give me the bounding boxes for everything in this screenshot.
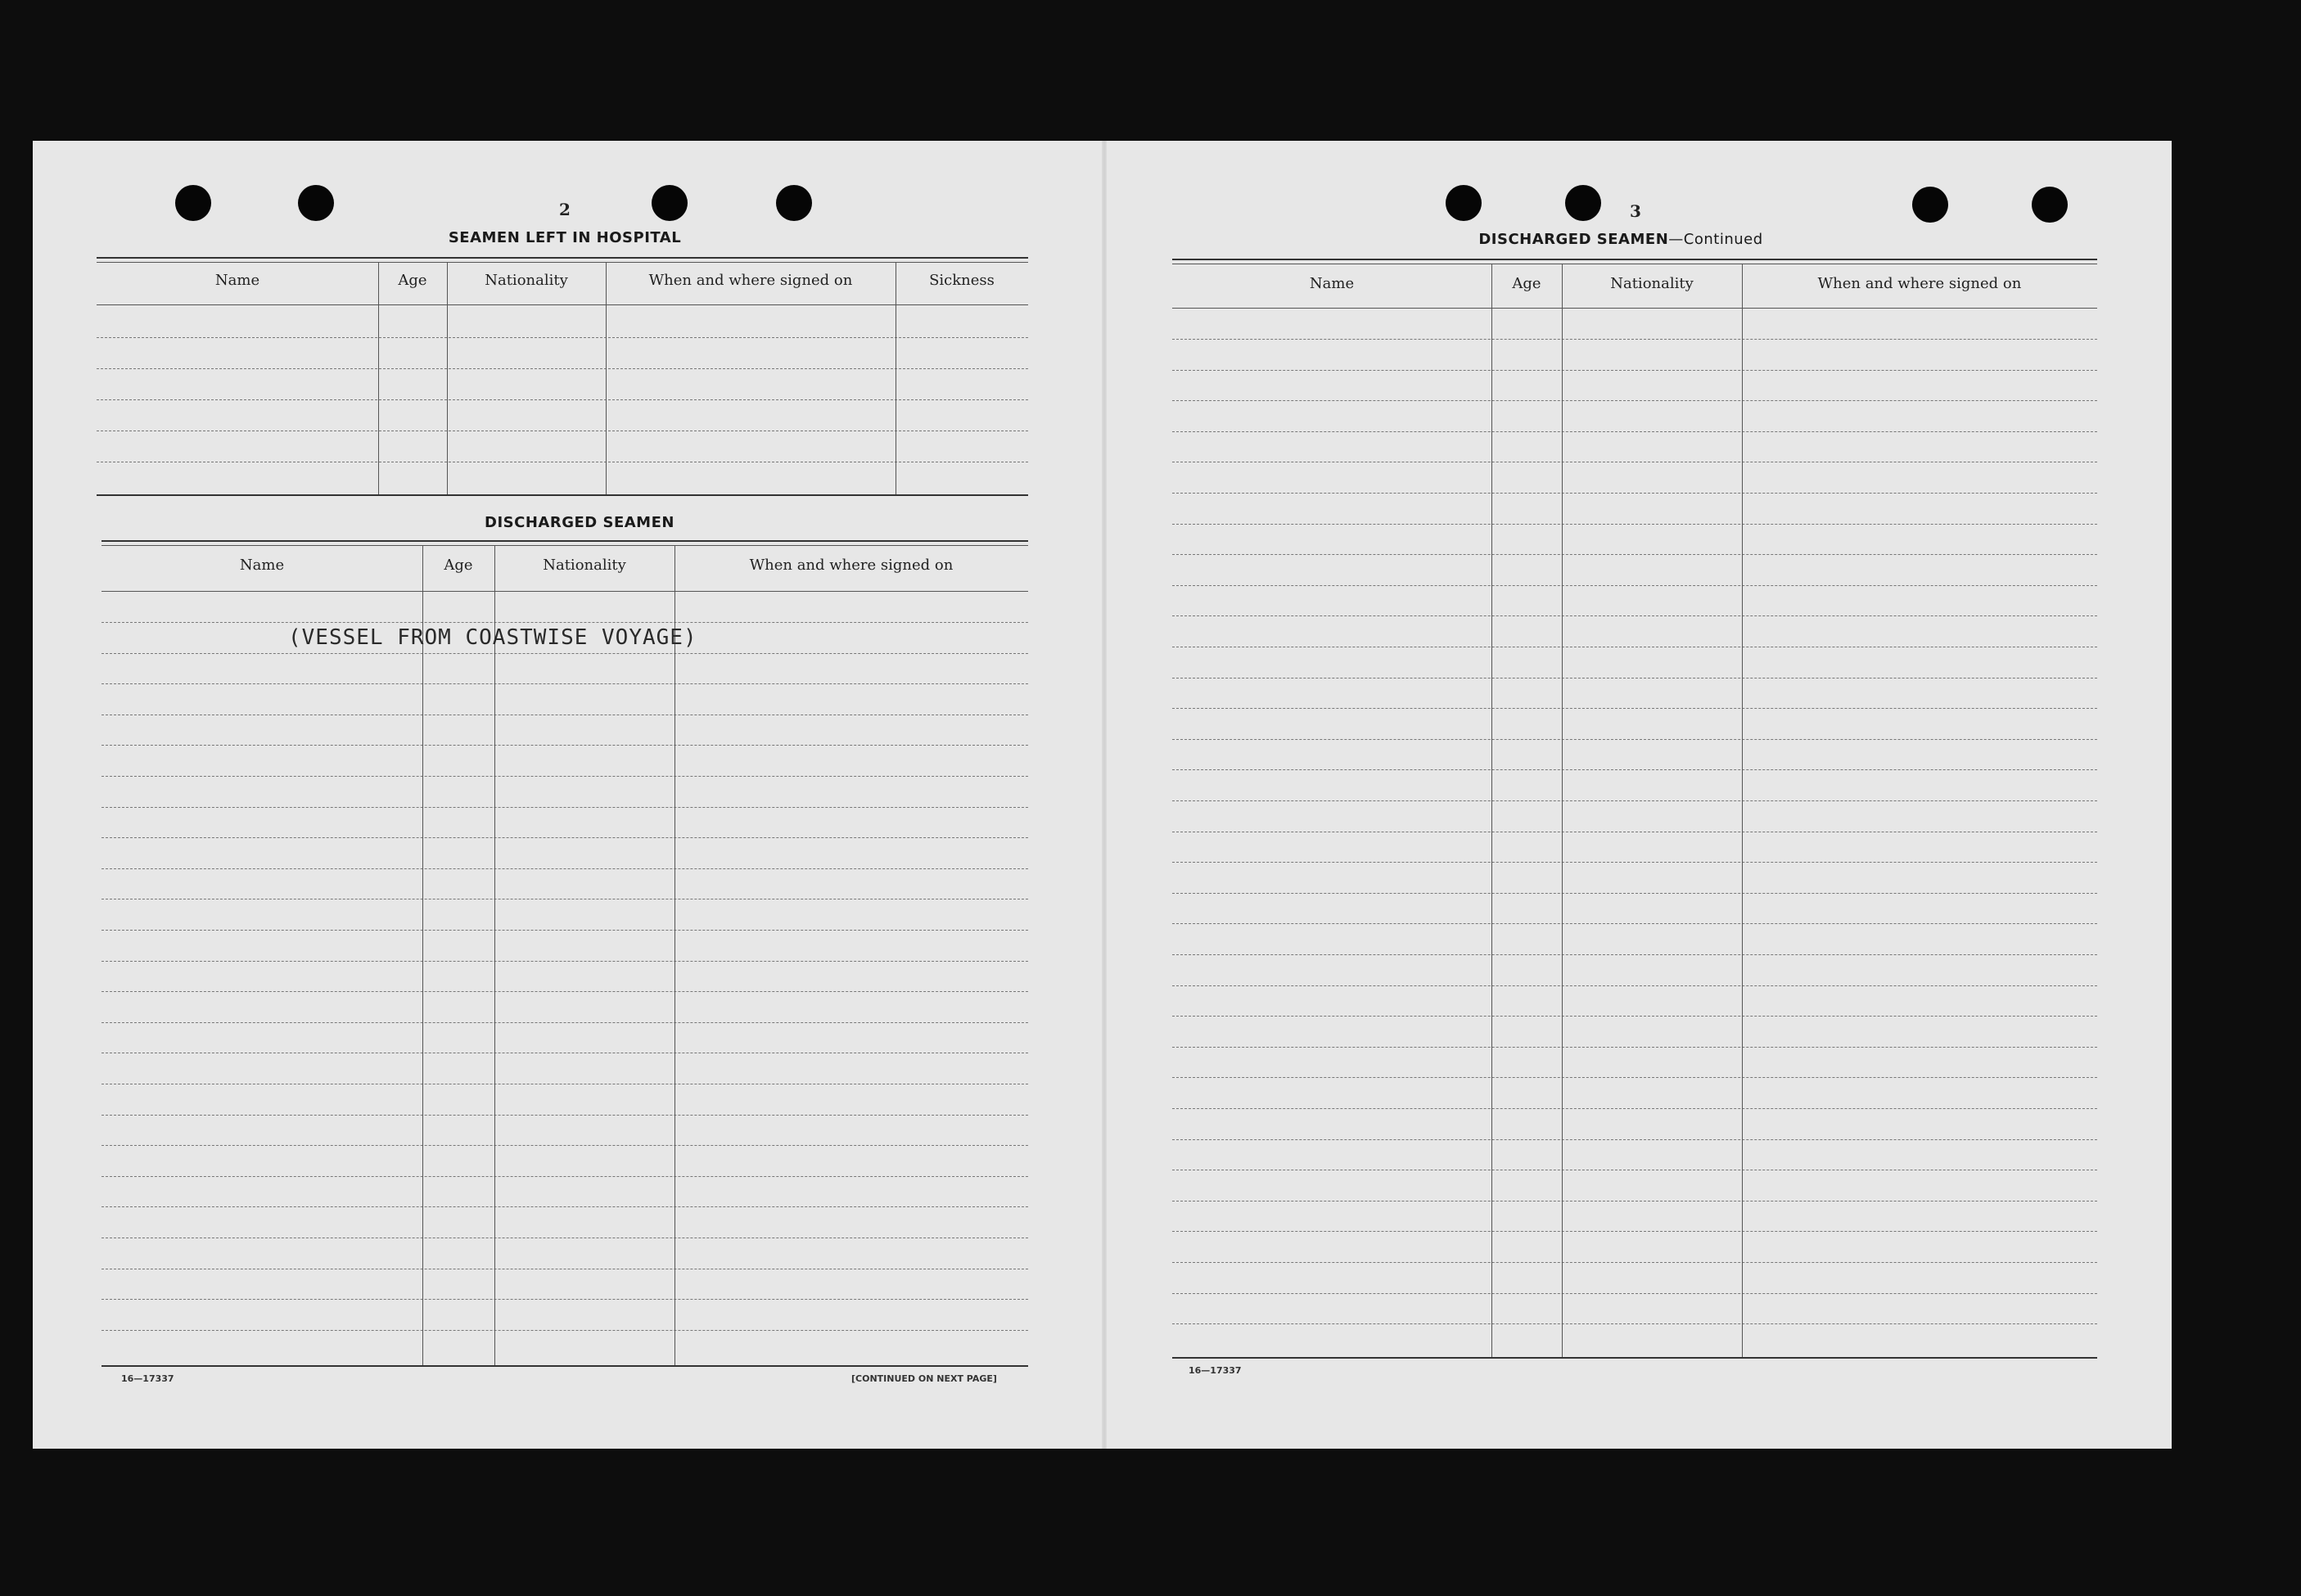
ruled-row-line (1172, 554, 2097, 555)
ruled-row-line (1172, 893, 2097, 894)
ruled-row-line (1172, 1016, 2097, 1017)
form-number-left: 16—17337 (121, 1373, 174, 1384)
ruled-row-line (1172, 585, 2097, 586)
column-header: Name (214, 272, 260, 289)
ruled-row-line (1172, 524, 2097, 525)
ruled-row-line (1172, 339, 2097, 340)
ruled-row-line (1172, 954, 2097, 955)
column-header: Nationality (485, 272, 568, 289)
column-divider (447, 262, 448, 494)
continued-note: [CONTINUED ON NEXT PAGE] (851, 1373, 997, 1384)
ruled-row-line (1172, 1201, 2097, 1202)
table-top-rule (97, 262, 1028, 263)
page-fold (1102, 141, 1107, 1449)
column-header: When and where signed on (1817, 275, 2022, 292)
header-bottom-rule (1172, 308, 2097, 309)
column-header: Age (1512, 275, 1541, 292)
column-header: When and where signed on (648, 272, 853, 289)
ruled-row-line (1172, 1108, 2097, 1109)
ruled-row-line (102, 1299, 1028, 1300)
ruled-row-line (102, 683, 1028, 684)
ruled-row-line (1172, 678, 2097, 679)
punch-hole (1912, 187, 1948, 223)
ruled-row-line (1172, 800, 2097, 801)
column-header: Name (1309, 275, 1355, 292)
punch-hole (1565, 185, 1601, 221)
ruled-row-line (1172, 708, 2097, 709)
column-header: Age (444, 557, 473, 574)
column-divider (1742, 264, 1743, 1357)
column-divider (422, 545, 423, 1365)
punch-hole (652, 185, 688, 221)
ruled-row-line (102, 807, 1028, 808)
header-bottom-rule (102, 591, 1028, 592)
column-header: When and where signed on (749, 557, 954, 574)
ruled-row-line (102, 1115, 1028, 1116)
column-header: Name (239, 557, 285, 574)
ruled-row-line (97, 399, 1028, 400)
ruled-row-line (1172, 431, 2097, 432)
column-divider (494, 545, 495, 1365)
ruled-row-line (102, 1330, 1028, 1331)
table-top-rule (102, 540, 1028, 542)
ruled-row-line (1172, 1231, 2097, 1232)
ruled-row-line (1172, 923, 2097, 924)
table-top-rule (102, 545, 1028, 546)
discharged-continued-title (1408, 231, 1834, 248)
ruled-row-line (102, 1022, 1028, 1023)
ruled-row-line (1172, 1047, 2097, 1048)
ruled-row-line (102, 930, 1028, 931)
punch-hole (2032, 187, 2068, 223)
ruled-row-line (102, 1145, 1028, 1146)
ruled-row-line (1172, 739, 2097, 740)
discharged-title-continued: —Continued (1668, 231, 1763, 248)
punch-hole (175, 185, 211, 221)
ruled-row-line (102, 622, 1028, 623)
column-header: Sickness (929, 272, 995, 289)
ruled-row-line (1172, 985, 2097, 986)
ruled-row-line (1172, 1139, 2097, 1140)
ruled-row-line (1172, 400, 2097, 401)
ruled-row-line (1172, 615, 2097, 616)
ruled-row-line (102, 837, 1028, 838)
ruled-row-line (97, 368, 1028, 369)
column-divider (378, 262, 379, 494)
column-divider (1491, 264, 1492, 1357)
ruled-row-line (102, 868, 1028, 869)
column-header: Nationality (543, 557, 626, 574)
table-top-rule (1172, 259, 2097, 260)
punch-hole (298, 185, 334, 221)
discharged-section-title: DISCHARGED SEAMEN (485, 514, 675, 531)
table-bottom-rule (102, 1365, 1028, 1367)
ruled-row-line (1172, 1293, 2097, 1294)
punch-hole (776, 185, 812, 221)
table-bottom-rule (1172, 1357, 2097, 1359)
ruled-row-line (1172, 769, 2097, 770)
ruled-row-line (102, 776, 1028, 777)
ruled-row-line (102, 745, 1028, 746)
header-bottom-rule (97, 304, 1028, 305)
discharged-title-main: DISCHARGED SEAMEN (1478, 231, 1669, 248)
ruled-row-line (1172, 1077, 2097, 1078)
ruled-row-line (1172, 1323, 2097, 1324)
ruled-row-line (1172, 862, 2097, 863)
ruled-row-line (102, 961, 1028, 962)
table-top-rule (97, 257, 1028, 259)
ruled-row-line (1172, 370, 2097, 371)
ruled-row-line (102, 1176, 1028, 1177)
column-divider (1562, 264, 1563, 1357)
ruled-row-line (1172, 1262, 2097, 1263)
table-bottom-rule (97, 494, 1028, 496)
ruled-row-line (102, 653, 1028, 654)
ruled-row-line (102, 1206, 1028, 1207)
punch-hole (1446, 185, 1482, 221)
ruled-row-line (1172, 493, 2097, 494)
hospital-section-title: SEAMEN LEFT IN HOSPITAL (448, 229, 682, 246)
page-number-right: 3 (1630, 201, 1641, 221)
column-header: Age (398, 272, 427, 289)
ruled-row-line (97, 337, 1028, 338)
typed-note: (VESSEL FROM COASTWISE VOYAGE) (288, 625, 697, 650)
column-divider (606, 262, 607, 494)
column-header: Nationality (1610, 275, 1694, 292)
ruled-row-line (102, 991, 1028, 992)
form-number-right: 16—17337 (1189, 1365, 1242, 1376)
page-number-left: 2 (559, 200, 571, 219)
